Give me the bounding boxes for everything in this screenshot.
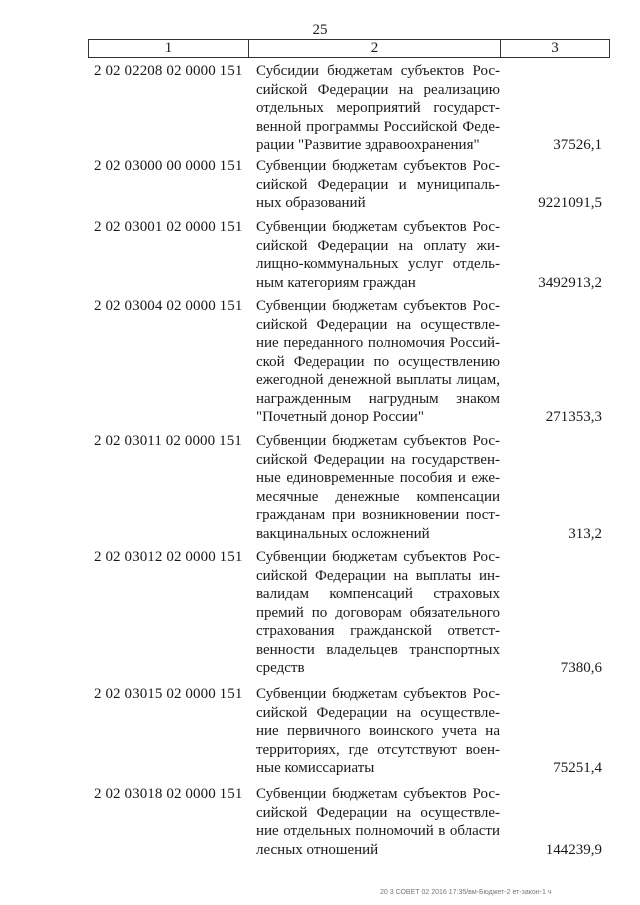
description-line: ние отдельных полномочий в области (256, 823, 500, 839)
description-line: награжденным нагрудным знаком (256, 390, 500, 407)
description-line: Субвенции бюджетам субъектов Рос- (256, 686, 500, 702)
description-line: сийской Федерации на выплаты ин- (256, 567, 500, 584)
footer-stamp: 20 3 СОВЕТ 02 2016 17:35/вм-Бюджет-2 ет-закон-1 ч (380, 889, 552, 896)
description-line: сийской Федерации и муниципаль- (256, 176, 500, 193)
row-amount: 7380,6 (560, 660, 602, 676)
row-code: 2 02 03004 02 0000 151 (94, 298, 243, 314)
header-col-3: 3 (551, 40, 559, 56)
description-line: ных образований (256, 195, 366, 211)
description-line: гражданам при возникновении пост- (256, 507, 500, 523)
row-description (256, 297, 500, 427)
description-line: Субвенции бюджетам субъектов Рос- (256, 786, 500, 802)
row-amount: 9221091,5 (538, 195, 602, 211)
row-code: 2 02 03001 02 0000 151 (94, 219, 243, 235)
row-amount: 313,2 (568, 525, 602, 542)
row-code: 2 02 03015 02 0000 151 (94, 686, 243, 702)
description-line: сийской Федерации на реализацию (256, 81, 500, 98)
row-amount: 37526,1 (553, 137, 602, 153)
description-line: ской Федерации по осуществлению (256, 353, 500, 370)
row-code: 2 02 03000 00 0000 151 (94, 158, 243, 174)
row-description (256, 548, 500, 678)
row-amount: 3492913,2 (538, 274, 602, 291)
description-line: ные единовременные пособия и еже- (256, 470, 500, 486)
row-description (256, 157, 500, 213)
row-amount: 271353,3 (545, 409, 602, 425)
description-line: вакцинальных осложнений (256, 525, 430, 542)
description-line: Субвенции бюджетам субъектов Рос- (256, 219, 500, 235)
row-description (256, 685, 500, 778)
description-line: валидам компенсаций страховых (256, 586, 500, 602)
description-line: ние первичного воинского учета на (256, 723, 500, 739)
description-line: ные комиссариаты (256, 760, 375, 776)
header-col-1: 1 (89, 40, 249, 57)
table-header (88, 39, 610, 58)
description-line: рации "Развитие здравоохранения" (256, 137, 480, 153)
description-line: сийской Федерации на осуществле- (256, 804, 500, 821)
description-line: ние переданного полномочия Россий- (256, 335, 500, 351)
page-number: 25 (312, 22, 328, 38)
description-line: ежегодной денежной выплаты лицам, (256, 372, 500, 388)
row-amount: 144239,9 (545, 841, 602, 858)
description-line: лесных отношений (256, 841, 379, 858)
description-line: сийской Федерации на осуществле- (256, 704, 500, 721)
description-line: лищно-коммунальных услуг отдель- (256, 256, 500, 272)
description-line: средств (256, 660, 305, 676)
row-code: 2 02 03012 02 0000 151 (94, 549, 243, 565)
description-line: Субвенции бюджетам субъектов Рос- (256, 158, 500, 174)
description-line: Субвенции бюджетам субъектов Рос- (256, 298, 500, 314)
description-line: месячные денежные компенсации (256, 488, 500, 505)
description-line: сийской Федерации на государствен- (256, 451, 500, 468)
description-line: Субсидии бюджетам субъектов Рос- (256, 63, 500, 79)
description-line: венности владельцев транспортных (256, 641, 500, 658)
description-line: сийской Федерации на оплату жи- (256, 237, 500, 254)
row-description (256, 218, 500, 292)
description-line: страхования гражданской ответст- (256, 623, 500, 639)
row-code: 2 02 03011 02 0000 151 (94, 433, 242, 449)
row-description (256, 62, 500, 155)
row-description (256, 785, 500, 859)
row-amount: 75251,4 (553, 760, 602, 776)
row-code: 2 02 02208 02 0000 151 (94, 63, 243, 79)
description-line: отдельных мероприятий государст- (256, 100, 500, 116)
description-line: Субвенции бюджетам субъектов Рос- (256, 549, 500, 565)
description-line: ным категориям граждан (256, 274, 416, 291)
row-code: 2 02 03018 02 0000 151 (94, 786, 243, 802)
header-col-2: 2 (249, 40, 501, 57)
row-description (256, 432, 500, 543)
description-line: "Почетный донор России" (256, 409, 424, 425)
description-line: венной программы Российской Феде- (256, 118, 500, 135)
description-line: территориях, где отсутствуют воен- (256, 741, 500, 758)
description-line: премий по договорам обязательного (256, 604, 500, 621)
description-line: сийской Федерации на осуществле- (256, 316, 500, 333)
description-line: Субвенции бюджетам субъектов Рос- (256, 433, 500, 449)
